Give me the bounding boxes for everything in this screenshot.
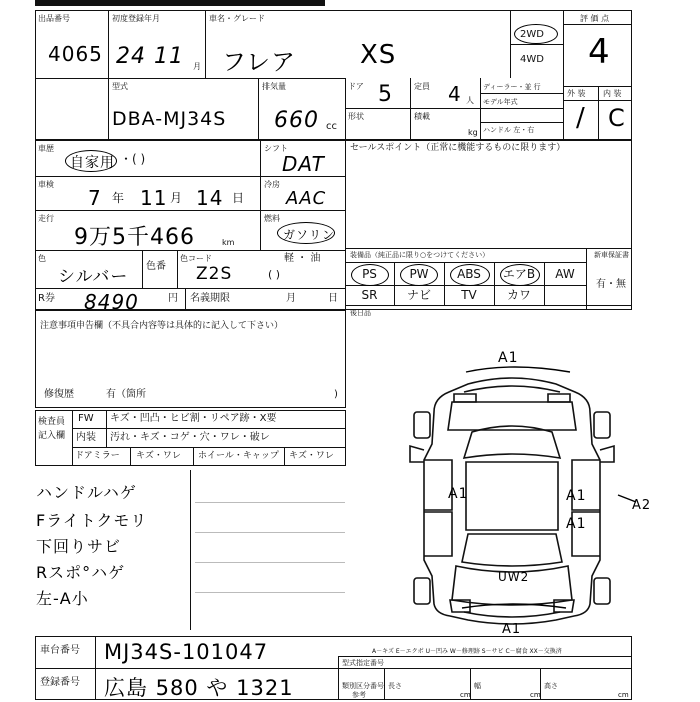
interior-grade: C xyxy=(608,104,626,132)
ref-label: 参考 xyxy=(352,691,366,699)
mark-front: A1 xyxy=(498,350,519,366)
note-5: 左-A小 xyxy=(36,589,89,608)
repair-value: 有（箇所 xyxy=(106,389,146,400)
year-unit: 年 xyxy=(112,191,125,205)
type-cert-label: 型式指定番号 xyxy=(342,659,384,667)
ownership-month: 月 xyxy=(286,293,296,304)
fuel-value: ガソリン xyxy=(283,228,336,242)
exterior-grade: / xyxy=(576,103,586,133)
color-value: シルバー xyxy=(58,267,129,287)
attention-label: 注意事項申告欄（不具合内容等は具体的に記入して下さい） xyxy=(40,321,284,331)
warranty-value: 有・無 xyxy=(596,279,626,290)
recycle-label: R券 xyxy=(38,293,55,304)
reg-label: 登録番号 xyxy=(40,677,80,688)
height-label: 高さ xyxy=(544,682,558,690)
load-unit: kg xyxy=(468,128,478,137)
mileage-label: 走行 xyxy=(38,214,54,223)
inspection-day: 14 xyxy=(196,186,224,210)
recycle-unit: 円 xyxy=(168,293,178,304)
first-reg-label: 初度登録年月 xyxy=(112,14,160,23)
door-mirror-label: ドアミラー xyxy=(75,451,120,461)
cm-2: cm xyxy=(530,691,541,699)
chassis-label: 車台番号 xyxy=(40,645,80,656)
color-label: 色 xyxy=(38,254,46,263)
listing-no: 4065 xyxy=(48,42,103,66)
length-label: 長さ xyxy=(388,682,402,690)
door-label: ドア xyxy=(348,82,364,91)
inspector-label-1: 検査員 xyxy=(38,417,66,427)
equip-tv: TV xyxy=(461,288,477,302)
equip-kawa: カワ xyxy=(506,288,531,302)
color-no-label: 色番 xyxy=(146,261,166,272)
capacity-unit: 人 xyxy=(466,96,474,105)
first-reg-value: 24 11 xyxy=(116,44,184,69)
interior-check-label: 内装 xyxy=(76,432,96,443)
wheel-cap-items: キズ・ワレ xyxy=(289,451,334,461)
car-name: フレア xyxy=(222,48,297,76)
interior-check-items: 汚れ・キズ・コゲ・穴・ワレ・破レ xyxy=(110,432,270,443)
width-label: 幅 xyxy=(474,682,481,690)
fw-label: FW xyxy=(78,413,94,424)
mark-left-front: A1 xyxy=(448,486,469,502)
wheel-cap-label: ホイール・キャップ xyxy=(198,451,279,461)
mileage-unit: km xyxy=(222,238,235,247)
cm-3: cm xyxy=(618,691,629,699)
equip-airbag: エアB xyxy=(502,267,536,281)
displacement-unit: cc xyxy=(326,121,337,132)
mark-side-a2: A2 xyxy=(632,498,652,513)
fw-items: キズ・凹凸・ヒビ割・リペア跡・X要 xyxy=(110,413,277,424)
repair-label: 修復歴 xyxy=(44,389,74,400)
mark-uw2: UW2 xyxy=(498,570,530,584)
fuel-light: 軽 ・ 油 xyxy=(284,253,321,264)
mark-rear: A1 xyxy=(502,622,522,637)
note-3: 下回りサビ xyxy=(36,537,122,556)
mileage-value: 9万5千466 xyxy=(74,225,195,250)
shift-label: シフト xyxy=(264,144,288,153)
color-type-paren: ・( ) xyxy=(120,152,146,166)
fuel-paren: ( ) xyxy=(268,268,281,281)
inspection-month: 11 xyxy=(140,186,168,210)
class-label: 類別区分番号 xyxy=(342,682,384,690)
drive-4wd: 4WD xyxy=(520,54,544,65)
day-unit: 日 xyxy=(232,191,245,205)
ac-value: AAC xyxy=(286,188,327,209)
car-name-label: 車名・グレード xyxy=(209,14,265,23)
equip-aw: AW xyxy=(555,267,575,281)
grade: XS xyxy=(360,40,397,70)
legend: A－キズ E－エクボ U－凹み W－修理跡 S－サビ C－腐食 XX－交換済 xyxy=(372,648,562,655)
score: 4 xyxy=(588,32,611,72)
displacement: 660 xyxy=(274,108,319,133)
aftermarket-label: 後日品 xyxy=(350,309,371,317)
model-year-label: モデル年式 xyxy=(483,98,518,106)
chassis-value: MJ34S-101047 xyxy=(104,640,269,664)
inspector-label-2: 記入欄 xyxy=(38,431,66,441)
equip-abs: ABS xyxy=(457,267,481,281)
interior-label: 内 装 xyxy=(603,89,622,98)
recycle-value: 8490 xyxy=(84,290,139,314)
shift-value: DAT xyxy=(282,152,325,176)
equip-navi: ナビ xyxy=(406,288,431,302)
model-label: 型式 xyxy=(112,82,128,91)
drive-2wd: 2WD xyxy=(520,29,544,40)
displacement-label: 排気量 xyxy=(262,82,286,91)
equip-sr: SR xyxy=(361,288,378,302)
month-unit: 月 xyxy=(170,191,183,205)
note-1: ハンドルハゲ xyxy=(36,483,137,502)
color-type-value: 自家用 xyxy=(70,155,115,171)
equip-pw: PW xyxy=(409,267,429,281)
listing-no-label: 出品番号 xyxy=(38,14,70,23)
handle-label: ハンドル 左・右 xyxy=(483,126,535,134)
reg-value: 広島 580 や 1321 xyxy=(104,676,294,700)
shape-label: 形状 xyxy=(348,112,364,121)
color-code: Z2S xyxy=(196,264,233,284)
sales-point-label: セールスポイント（正常に機能するものに限ります） xyxy=(350,143,566,153)
first-reg-unit: 月 xyxy=(193,62,201,71)
inspection-year: 7 xyxy=(88,186,102,210)
score-label: 評 価 点 xyxy=(580,14,610,23)
color-type-label: 車歴 xyxy=(38,144,54,153)
door-mirror-items: キズ・ワレ xyxy=(136,451,181,461)
cm-1: cm xyxy=(460,691,471,699)
capacity-label: 定員 xyxy=(414,82,430,91)
repair-close: ) xyxy=(334,389,338,400)
mark-right-rear: A1 xyxy=(566,516,587,532)
ownership-day: 日 xyxy=(328,293,338,304)
mark-right-front: A1 xyxy=(566,488,587,504)
ownership-label: 名義期限 xyxy=(190,293,230,304)
warranty-label: 新車保証書 xyxy=(594,251,629,259)
inspection-label: 車検 xyxy=(38,180,54,189)
equip-ps: PS xyxy=(362,267,377,281)
exterior-label: 外 装 xyxy=(567,89,586,98)
load-label: 積載 xyxy=(414,112,430,121)
dealer-label: ディーラー・並 行 xyxy=(483,83,541,91)
equipment-label: 装備品（純正品に限り○をつけてください） xyxy=(350,251,490,259)
color-code-label: 色コード xyxy=(180,254,212,263)
capacity: 4 xyxy=(448,82,462,106)
doors: 5 xyxy=(378,82,393,107)
note-2: Fライトクモリ xyxy=(36,511,148,530)
ac-label: 冷房 xyxy=(264,180,280,189)
note-4: Rスポ°ハゲ xyxy=(36,563,126,582)
fuel-label: 燃料 xyxy=(264,214,280,223)
model: DBA-MJ34S xyxy=(112,108,227,130)
